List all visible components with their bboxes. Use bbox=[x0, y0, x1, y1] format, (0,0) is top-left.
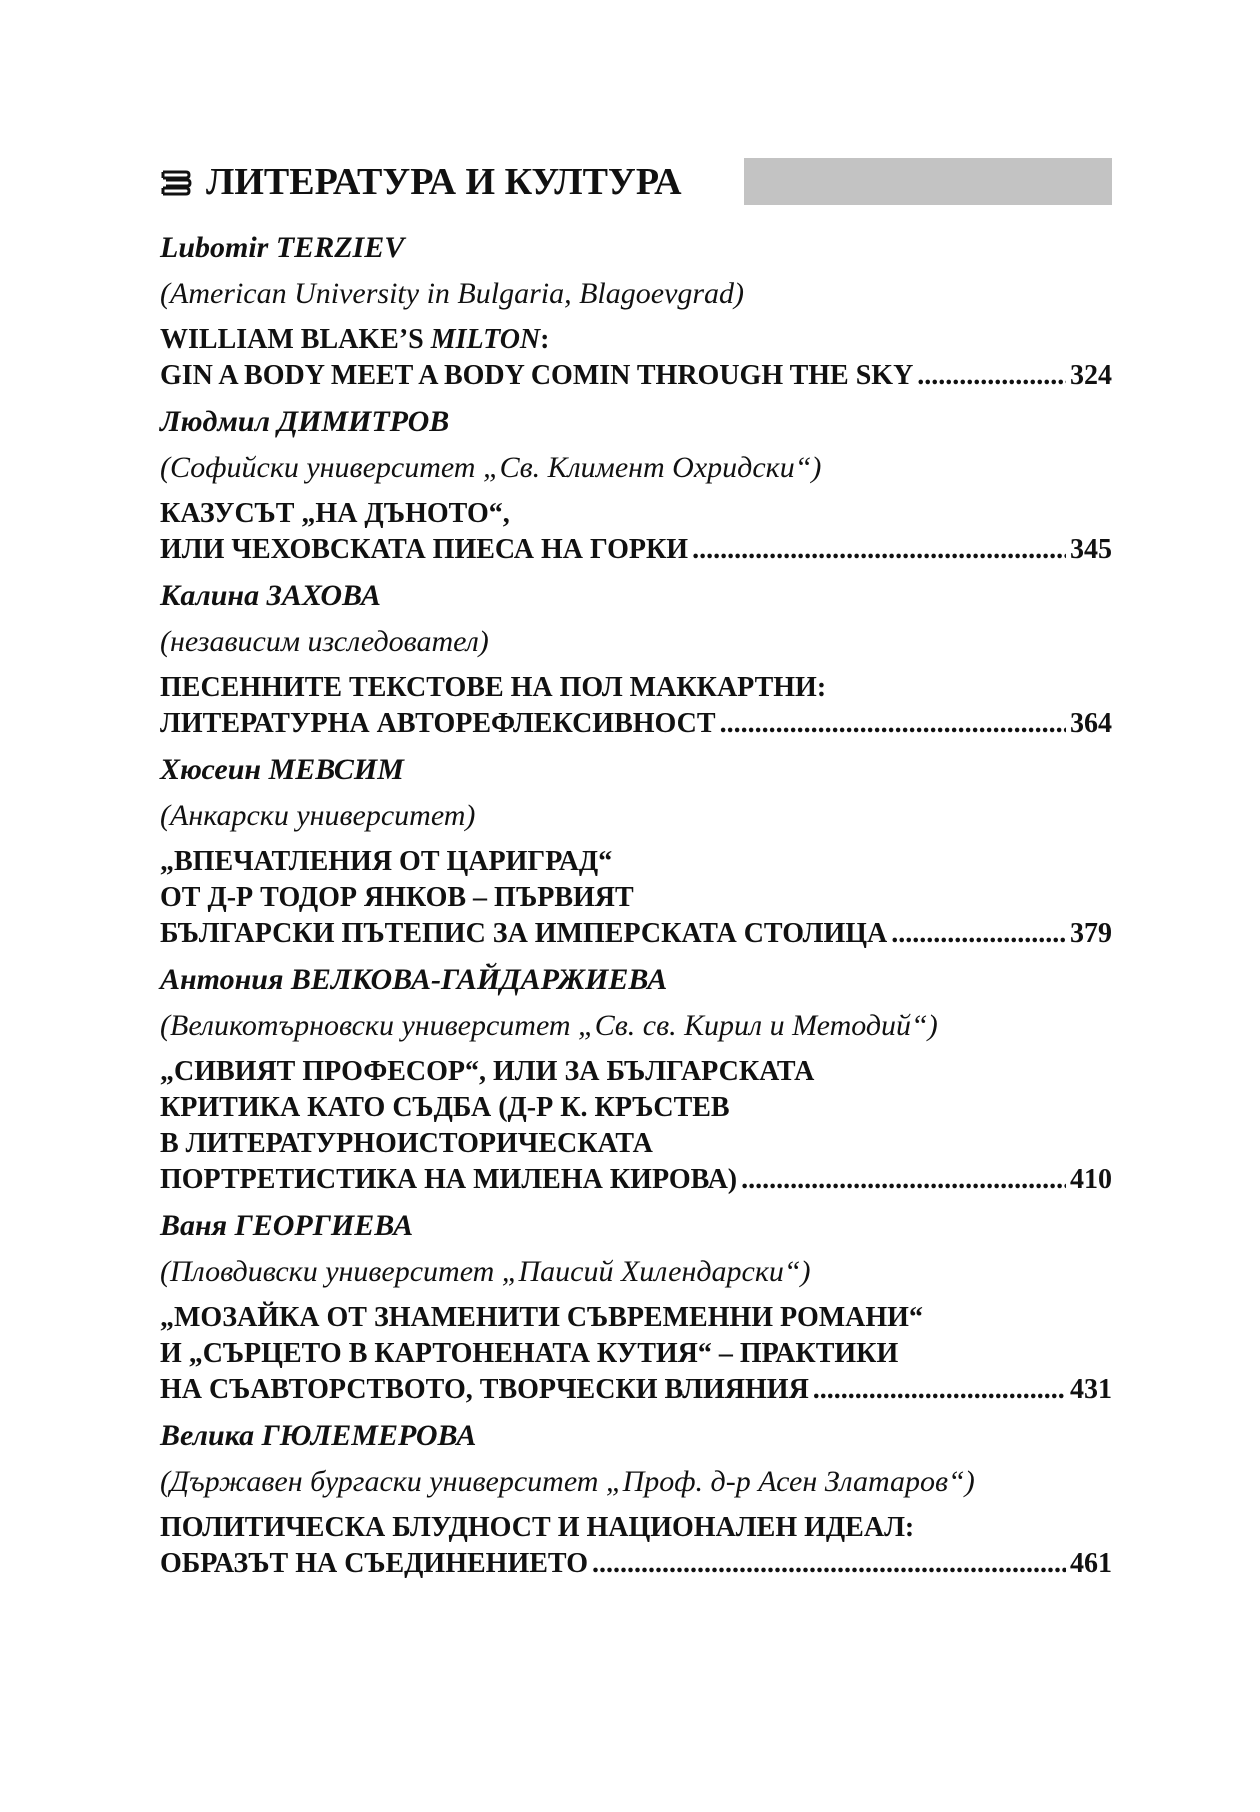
entry-affiliation: (Софийски университет „Св. Климент Охридски“) bbox=[160, 451, 822, 484]
entry-author: Хюсеин МЕВСИМ bbox=[160, 753, 404, 786]
toc-entry bbox=[160, 752, 1112, 952]
entry-title[interactable] bbox=[160, 496, 1112, 568]
entry-title[interactable] bbox=[160, 1510, 1112, 1582]
entry-title[interactable] bbox=[160, 1300, 1112, 1408]
entry-title-last-line: ИЛИ ЧЕХОВСКАТА ПИЕСА НА ГОРКИ ..... 345 bbox=[160, 532, 1112, 568]
table-of-contents bbox=[160, 230, 1112, 1592]
entry-title-line: КАЗУСЪТ „НА ДЪНОТО“, bbox=[160, 498, 510, 529]
entry-title-last-line: GIN A BODY MEET A BODY COMIN THROUGH THE SKY ..... 324 bbox=[160, 358, 1112, 394]
toc-entry bbox=[160, 230, 1112, 394]
entry-page-number: 461 bbox=[1070, 1548, 1112, 1579]
entry-author: Калина ЗАХОВА bbox=[160, 579, 381, 612]
entry-page-number: 345 bbox=[1070, 534, 1112, 565]
entry-page-number: 364 bbox=[1070, 708, 1112, 739]
entry-affiliation: (независим изследовател) bbox=[160, 625, 489, 658]
entry-title-line: „ВПЕЧАТЛЕНИЯ ОТ ЦАРИГРАД“ bbox=[160, 846, 613, 877]
entry-title-last-line: БЪЛГАРСКИ ПЪТЕПИС ЗА ИМПЕРСКАТА СТОЛИЦА ..... 379 bbox=[160, 916, 1112, 952]
entry-title-last-line: ЛИТЕРАТУРНА АВТОРЕФЛЕКСИВНОСТ ..... 364 bbox=[160, 706, 1112, 742]
entry-title-last-line: ОБРАЗЪТ НА СЪЕДИНЕНИЕТО ..... 461 bbox=[160, 1546, 1112, 1582]
entry-author: Антония ВЕЛКОВА-ГАЙДАРЖИЕВА bbox=[160, 963, 668, 996]
toc-entry bbox=[160, 404, 1112, 568]
entry-title-line: ПОЛИТИЧЕСКА БЛУДНОСТ И НАЦИОНАЛЕН ИДЕАЛ: bbox=[160, 1512, 915, 1543]
toc-entry bbox=[160, 1208, 1112, 1408]
entry-title-line: „СИВИЯТ ПРОФЕСОР“, ИЛИ ЗА БЪЛГАРСКАТА bbox=[160, 1056, 815, 1087]
section-bar bbox=[744, 158, 1112, 205]
entry-title[interactable] bbox=[160, 670, 1112, 742]
toc-entry bbox=[160, 578, 1112, 742]
entry-title-line: КРИТИКА КАТО СЪДБА (Д-Р К. КРЪСТЕВ bbox=[160, 1092, 730, 1123]
entry-affiliation: (Великотърновски университет „Св. св. Кирил и Методий“) bbox=[160, 1009, 938, 1042]
entry-title-line: В ЛИТЕРАТУРНОИСТОРИЧЕСКАТА bbox=[160, 1128, 653, 1159]
section-header bbox=[160, 158, 1112, 206]
entry-author: Ваня ГЕОРГИЕВА bbox=[160, 1209, 414, 1242]
entry-title-line: WILLIAM BLAKE’S MILTON: bbox=[160, 324, 550, 355]
section-title: ЛИТЕРАТУРА И КУЛТУРА bbox=[206, 161, 682, 203]
toc-entry bbox=[160, 1418, 1112, 1582]
entry-author: Велика ГЮЛЕМЕРОВА bbox=[160, 1419, 477, 1452]
entry-title[interactable] bbox=[160, 322, 1112, 394]
entry-page-number: 410 bbox=[1070, 1164, 1112, 1195]
entry-affiliation: (Анкарски университет) bbox=[160, 799, 476, 832]
entry-page-number: 324 bbox=[1070, 360, 1112, 391]
entry-author: Lubomir TERZIEV bbox=[160, 231, 405, 264]
toc-entry bbox=[160, 962, 1112, 1198]
entry-title-line: ОТ Д-Р ТОДОР ЯНКОВ – ПЪРВИЯТ bbox=[160, 882, 634, 913]
entry-title-line: ПЕСЕННИТЕ ТЕКСТОВЕ НА ПОЛ МАККАРТНИ: bbox=[160, 672, 827, 703]
entry-title[interactable] bbox=[160, 1054, 1112, 1198]
entry-affiliation: (Пловдивски университет „Паисий Хилендарски“) bbox=[160, 1255, 811, 1288]
entry-title-last-line: ПОРТРЕТИСТИКА НА МИЛЕНА КИРОВА) ..... 410 bbox=[160, 1162, 1112, 1198]
entry-title-last-line: НА СЪАВТОРСТВОТО, ТВОРЧЕСКИ ВЛИЯНИЯ ..... 431 bbox=[160, 1372, 1112, 1408]
entry-author: Людмил ДИМИТРОВ bbox=[160, 405, 450, 438]
entry-page-number: 379 bbox=[1070, 918, 1112, 949]
entry-affiliation: (Държавен бургаски университет „Проф. д-р Асен Златаров“) bbox=[160, 1465, 975, 1498]
entry-title[interactable] bbox=[160, 844, 1112, 952]
entry-affiliation: (American University in Bulgaria, Blagoevgrad) bbox=[160, 277, 745, 310]
entry-title-line: И „СЪРЦЕТО В КАРТОНЕНАТА КУТИЯ“ – ПРАКТИКИ bbox=[160, 1338, 899, 1369]
books-icon bbox=[160, 166, 192, 198]
entry-title-line: „МОЗАЙКА ОТ ЗНАМЕНИТИ СЪВРЕМЕННИ РОМАНИ“ bbox=[160, 1302, 923, 1333]
entry-page-number: 431 bbox=[1070, 1374, 1112, 1405]
